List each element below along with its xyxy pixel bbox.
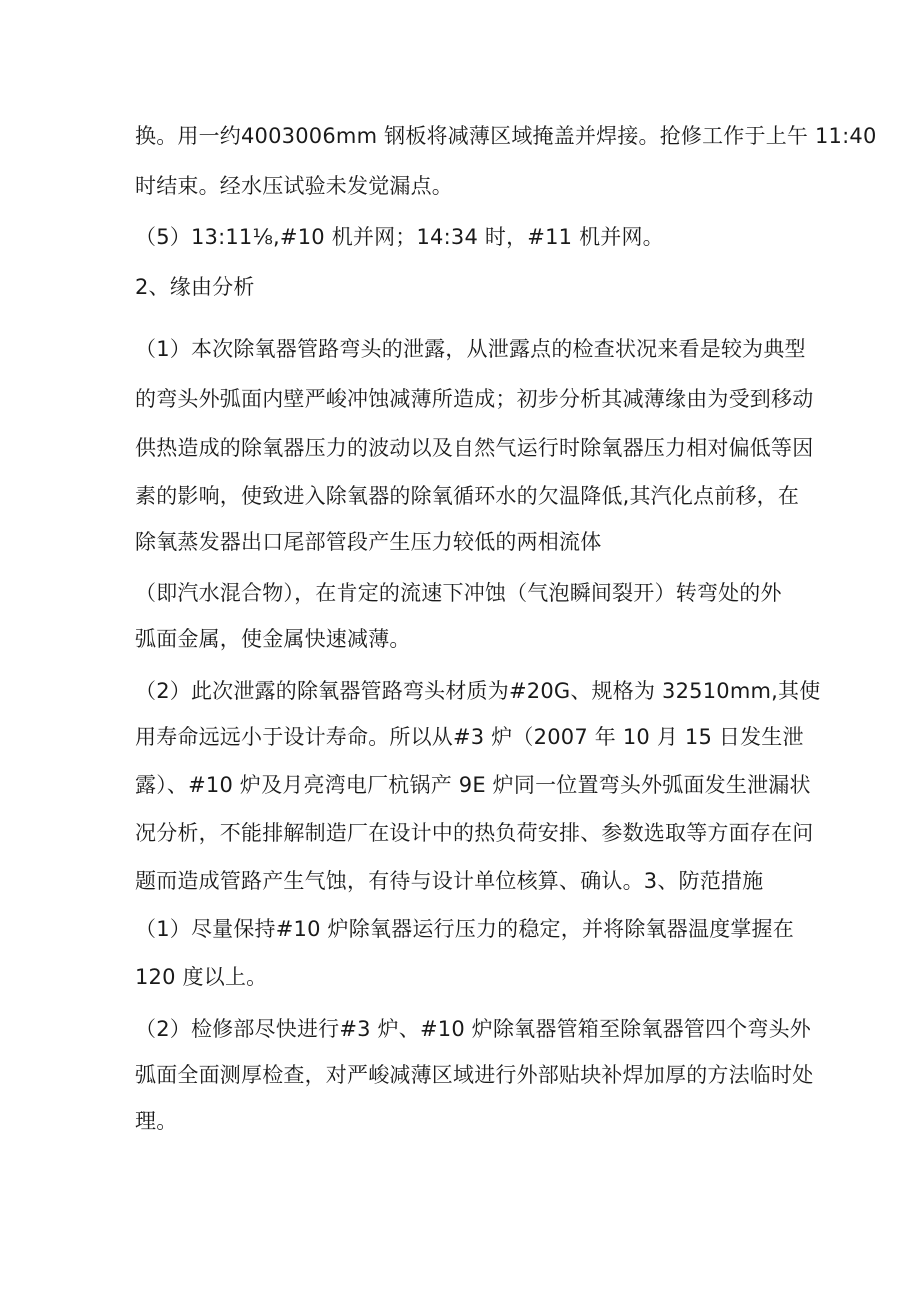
text-line: 弧面全面测厚检查，对严峻减薄区域进行外部贴块补焊加厚的方法临时处 bbox=[135, 1063, 814, 1087]
text-line: （即汽水混合物），在肯定的流速下冲蚀（气泡瞬间裂开）转弯处的外 bbox=[135, 581, 782, 605]
text-line: 时结束。经水压试验未发觉漏点。 bbox=[135, 174, 453, 198]
text-line: （1）尽量保持#10 炉除氧器运行压力的稳定，并将除氧器温度掌握在 bbox=[135, 917, 794, 941]
text-line: 理。 bbox=[135, 1109, 178, 1133]
text-line: 除氧蒸发器出口尾部管段产生压力较低的两相流体 bbox=[135, 530, 602, 554]
text-line: 弧面金属，使金属快速减薄。 bbox=[135, 627, 411, 651]
text-line: 的弯头外弧面内壁严峻冲蚀减薄所造成；初步分析其减薄缘由为受到移动 bbox=[135, 387, 814, 411]
text-line: 供热造成的除氧器压力的波动以及自然气运行时除氧器压力相对偏低等因 bbox=[135, 436, 814, 460]
text-line: 况分析，不能排解制造厂在设计中的热负荷安排、参数选取等方面存在问 bbox=[135, 821, 814, 845]
text-line: 素的影响，使致进入除氧器的除氧循环水的欠温降低,其汽化点前移，在 bbox=[135, 484, 800, 508]
text-line: 题而造成管路产生气蚀，有待与设计单位核算、确认。3、防范措施 bbox=[135, 869, 764, 893]
section-heading: 2、缘由分析 bbox=[135, 275, 255, 299]
text-line: （2）检修部尽快进行#3 炉、#10 炉除氧器管箱至除氧器管四个弯头外 bbox=[135, 1017, 811, 1041]
text-line: （1）本次除氧器管路弯头的泄露，从泄露点的检查状况来看是较为典型 bbox=[135, 337, 806, 361]
text-line: 120 度以上。 bbox=[135, 965, 268, 989]
text-line: 用寿命远远小于设计寿命。所以从#3 炉（2007 年 10 月 15 日发生泄 bbox=[135, 725, 804, 749]
text-line: （2）此次泄露的除氧器管路弯头材质为#20G、规格为 32510mm,其使 bbox=[135, 679, 821, 703]
text-line: （5）13:11⅛,#10 机并网；14:34 时，#11 机并网。 bbox=[135, 225, 664, 249]
text-line: 换。用一约4003006mm 钢板将减薄区域掩盖并焊接。抢修工作于上午 11:40 bbox=[135, 124, 877, 148]
text-line: 露）、#10 炉及月亮湾电厂杭锅产 9E 炉同一位置弯头外弧面发生泄漏状 bbox=[135, 773, 811, 797]
